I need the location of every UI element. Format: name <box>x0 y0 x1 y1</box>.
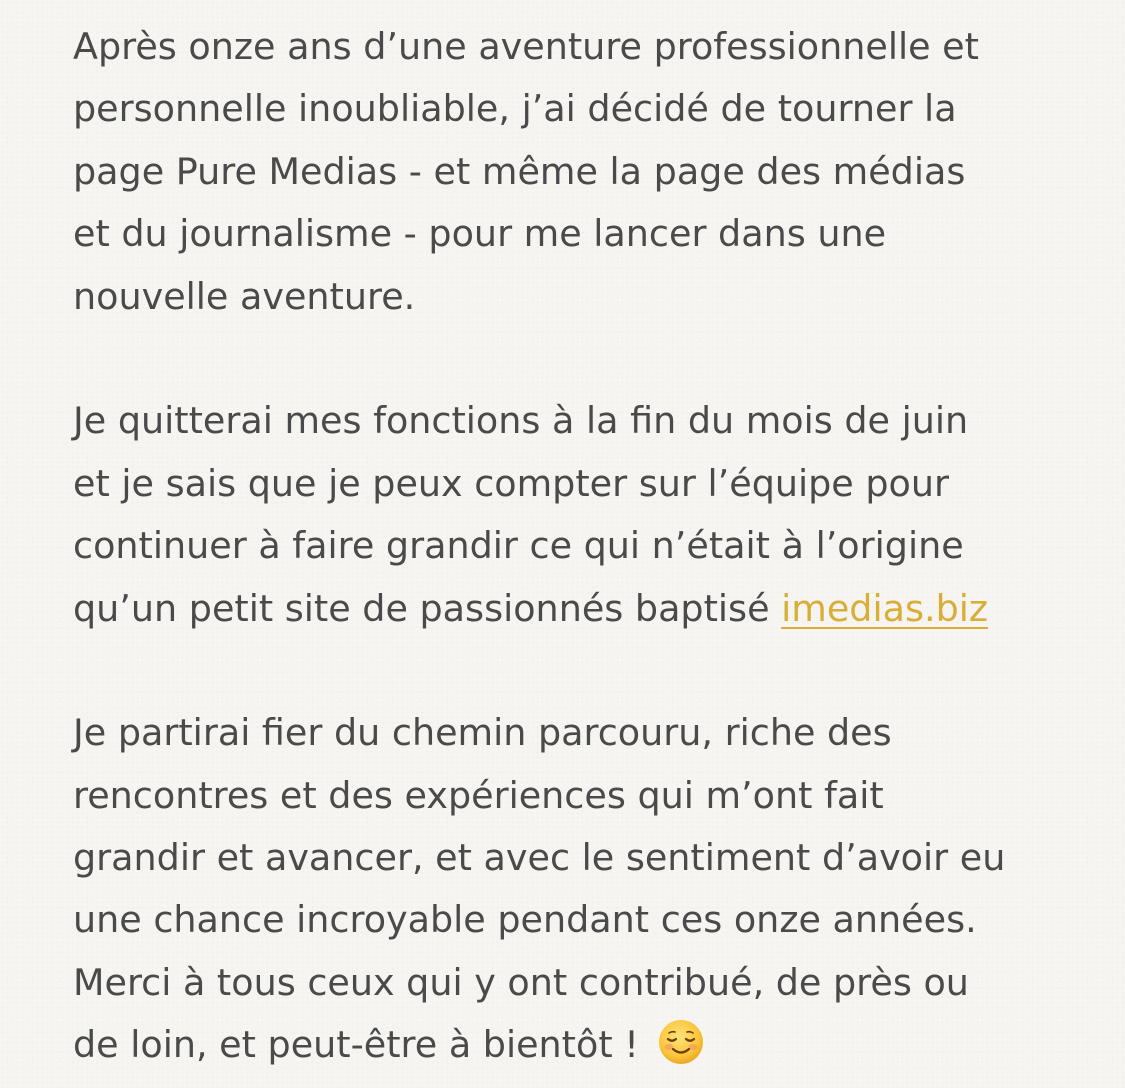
text-line: personnelle inoubliable, j’ai décidé de tourner la <box>73 87 957 131</box>
text-line: Après onze ans d’une aventure professionnelle et <box>73 25 979 68</box>
text-line: nouvelle aventure. <box>73 274 416 318</box>
text-line: Je partirai fier du chemin parcouru, riche des <box>73 711 892 755</box>
text-line: grandir et avancer, et avec le sentiment d’avoir eu <box>73 836 1006 880</box>
paragraph-spacer <box>73 328 1073 390</box>
paragraph-1 <box>73 16 1073 328</box>
imedias-link[interactable]: imedias.biz <box>781 586 989 630</box>
text-segment: de loin, et peut-être à bientôt ! <box>73 1023 651 1067</box>
text-line: Merci à tous ceux qui y ont contribué, de près ou <box>73 960 969 1004</box>
text-line: Je quitterai mes fonctions à la fin du mois de juin <box>73 399 969 443</box>
text-segment: qu’un petit site de passionnés baptisé <box>73 586 782 630</box>
text-line: continuer à faire grandir ce qui n’était à l’origine <box>73 524 964 568</box>
text-line: page Pure Medias - et même la page des médias <box>73 149 966 193</box>
text-line-with-link <box>73 578 1073 640</box>
text-line: et du journalisme - pour me lancer dans une <box>73 212 887 256</box>
paragraph-2 <box>73 390 1073 640</box>
paragraph-spacer <box>73 640 1073 702</box>
text-line-with-emoji <box>73 1014 1073 1076</box>
text-line: et je sais que je peux compter sur l’équipe pour <box>73 461 949 505</box>
paragraph-3 <box>73 702 1073 1076</box>
note-body <box>73 16 1073 1077</box>
smiling-face-icon <box>656 1017 706 1067</box>
text-line: rencontres et des expériences qui m’ont fait <box>73 773 884 817</box>
text-line: une chance incroyable pendant ces onze années. <box>73 898 977 942</box>
